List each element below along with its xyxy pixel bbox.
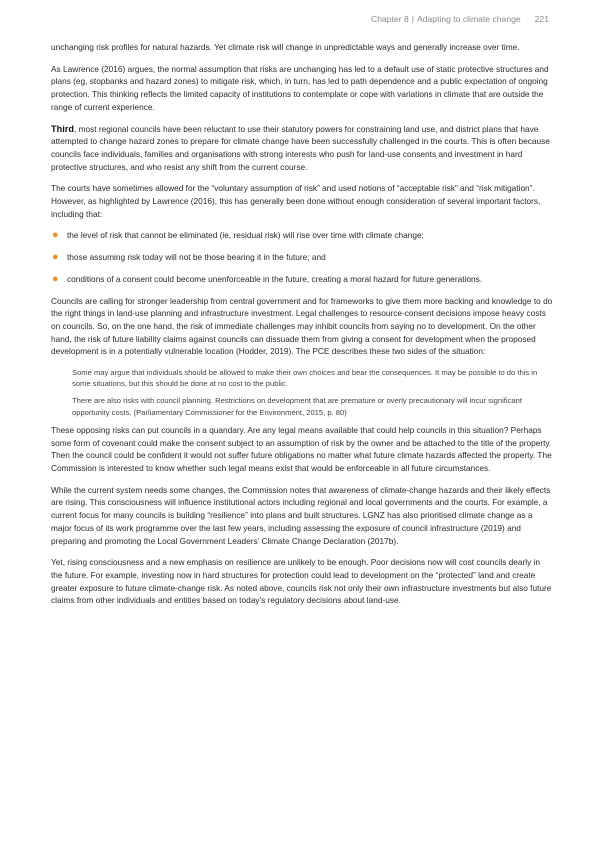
paragraph: unchanging risk profiles for natural hazards. Yet climate risk will change in unpredictable ways and generally increase over time. bbox=[51, 42, 520, 52]
bullet-icon: ● bbox=[52, 251, 59, 264]
running-header bbox=[371, 14, 549, 24]
paragraph bbox=[51, 123, 553, 174]
chapter-label: Chapter 8 bbox=[371, 14, 409, 24]
paragraph: These opposing risks can put councils in a quandary. Are any legal means available that could help councils in this situation? Perhaps some form of covenant could make the consent subject to an assumption of risk by the owner and be attached to the title of the property. Then the council could be confident it would not suffer future obligations no matter what future climate hazards affected the property. The Commission is interested to know whether such legal means exist that would be enforceable in all future circumstances. bbox=[51, 424, 552, 473]
list-item-text: conditions of a consent could become unenforceable in the future, creating a moral hazard for future generations. bbox=[67, 273, 483, 284]
paragraph: Councils are calling for stronger leadership from central government and for frameworks to give them more backing and knowledge to do the right things in land-use planning and infrastructure investment. Legal challenges to resource-consent decisions impose heavy costs on councils. So, on the one hand, the risk of immediate challenges may inhibit councils from saying no to development. On the other hand, the risk of future liability claims against councils can dissuade them from giving a consent for development when the proposed development is in a potentially vulnerable location (Hodder, 2019). The PCE describes these two sides of the situation: bbox=[51, 295, 553, 357]
paragraph-text: , most regional councils have been reluctant to use their statutory powers for constraining land use, and district plans that have attempted to change hazard zones to prepare for climate change have been successfully challenged in the courts. This is often because councils face individuals, families and organisations with strong interests who push for land-use consents and investment in hard protective structures, and who resist any shift from the current course. bbox=[51, 123, 550, 172]
paragraph: Yet, rising consciousness and a new emphasis on resilience are unlikely to be enough. Poor decisions now will cost councils dearly in the future. For example, investing now in hard structures for protection could lead to development on the “protected” land and create greater exposure to future climate-change risk. As noted above, councils risk not only their own infrastructure investments but also future claims from other individuals and entities based on today’s regulatory decisions about land-use. bbox=[51, 557, 552, 606]
page-body bbox=[51, 41, 553, 616]
bullet-list bbox=[51, 229, 553, 285]
quote-paragraph: There are also risks with council planning. Restrictions on development that are premature or overly precautionary will incur significant opportunity costs. (Parliamentary Commissioner for the Environment, 2015, p. 80) bbox=[72, 396, 522, 417]
bullet-icon: ● bbox=[52, 272, 59, 285]
list-item bbox=[51, 273, 553, 286]
page-number: 221 bbox=[534, 14, 549, 24]
paragraph: As Lawrence (2016) argues, the normal assumption that risks are unchanging has led to a default use of static protective structures and plans (eg, stopbanks and hazard zones) to mitigate risk, which, in turn, has led to path dependence and a public expectation of ongoing protection. This thinking reflects the limited capacity of institutions to contemplate or cope with variations in climate that are outside the range of current experience. bbox=[51, 63, 549, 112]
lead-word: Third bbox=[51, 123, 74, 134]
list-item-text: those assuming risk today will not be those bearing it in the future; and bbox=[67, 252, 326, 263]
block-quote bbox=[72, 367, 553, 418]
quote-paragraph: Some may argue that individuals should be allowed to make their own choices and bear the consequences. It may be possible to do this in some situations, but this should be done at no cost to the public. bbox=[72, 368, 538, 389]
bullet-icon: ● bbox=[52, 229, 59, 242]
list-item bbox=[51, 251, 553, 264]
paragraph: While the current system needs some changes, the Commission notes that awareness of climate-change hazards and their likely effects are rising. This consciousness will influence institutional actors including regional and local governments and the courts. For example, a current focus for many councils is building “resilience” into plans and built structures. LGNZ has also prioritised climate change as a major focus of its work programme over the last few years, including assessing the exposure of council infrastructure (2019) and preparing and promoting the Local Government Leaders’ Climate Change Declaration (2017b). bbox=[51, 484, 551, 546]
header-separator: | bbox=[411, 14, 414, 24]
list-item bbox=[51, 229, 553, 242]
paragraph: The courts have sometimes allowed for the “voluntary assumption of risk” and used notions of “acceptable risk” and “risk mitigation”. However, as highlighted by Lawrence (2016), this has generally been done without enough consideration of several important factors, including that: bbox=[51, 183, 541, 219]
chapter-title: Adapting to climate change bbox=[416, 14, 521, 24]
list-item-text: the level of risk that cannot be eliminated (ie, residual risk) will rise over time with climate change; bbox=[67, 230, 424, 241]
